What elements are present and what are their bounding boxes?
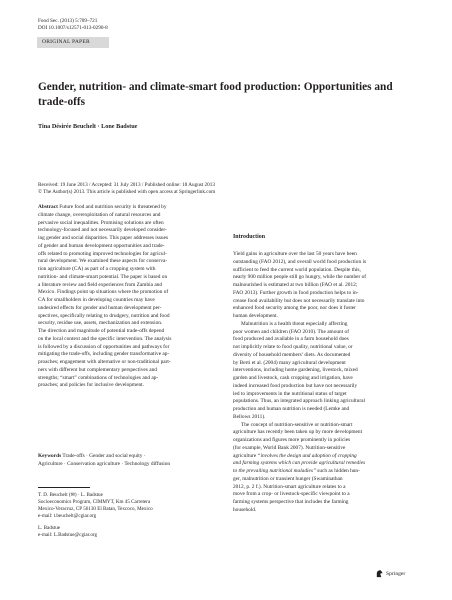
intro-quote: and farming systems which can provide agricultural remedies	[233, 460, 366, 467]
copyright-line: © The Author(s) 2013. This article is published with open access at Springerlink.com	[38, 189, 216, 196]
abstract-line: a literature review and field experiences from Zambia and	[38, 281, 163, 288]
abstract-line: proaches; engagement with alternative or non-traditional part-	[38, 359, 171, 365]
affiliation-program: Socioeconomics Program, CIMMYT, Km 45 Carretera	[38, 499, 151, 506]
abstract-line: tion agriculture (CA) as part of a cropping system with	[38, 266, 156, 272]
introduction-body	[233, 251, 415, 515]
affiliation-author-2: L. Badstue	[38, 525, 61, 532]
keywords-label: Keywords	[38, 453, 62, 459]
abstract-line: strengths; “smart” combinations of technologies and ap-	[38, 374, 159, 381]
intro-line: (for example, World Bank 2007). Nutrition-sensitive	[233, 444, 346, 451]
intro-line: household.	[233, 506, 257, 513]
abstract-line: undesired effects for gender and human development per-	[38, 304, 162, 311]
intro-line: outstanding (FAO 2012), and overall world food production is	[233, 258, 367, 265]
abstract-line: of gender and human development opportunities and trade-	[38, 242, 165, 249]
abstract-line: climate change, overexploitation of natural resources and	[38, 211, 161, 218]
abstract	[38, 204, 219, 390]
intro-line: garden and livestock, cash cropping and irrigation, have	[233, 375, 353, 381]
abstract-line: nutrition- and climate-smart potential. The paper is based on	[38, 273, 168, 280]
doi: DOI 10.1007/s12571-013-0290-8	[38, 25, 108, 31]
intro-line: agriculture	[233, 452, 258, 459]
abstract-line: pervasive social inequalities. Promising solutions are often	[38, 219, 164, 226]
abstract-label: Abstract	[38, 204, 58, 210]
received-accepted-line: Received: 19 June 2013 / Accepted: 31 July 2013 / Published online: 18 August 2013	[38, 182, 215, 188]
publisher-logo	[375, 569, 405, 578]
intro-line: enhanced food security among the poor, nor does it foster	[233, 305, 356, 312]
intro-line: ger, malnutrition or transient hunger (Swaminathan	[233, 475, 343, 482]
footnote-divider	[38, 487, 90, 488]
affiliation-address: Mexico-Veracruz, CP 56130 El Batan, Texcoco, Mexico	[38, 506, 153, 513]
section-heading-introduction: Introduction	[233, 234, 265, 240]
abstract-line: technology-focused and not necessarily developed consider-	[38, 227, 167, 234]
intro-line: poor women and children (FAO 2010). The amount of	[233, 328, 350, 335]
intro-line: FAO 2013). Further growth in food production helps to in-	[233, 289, 359, 296]
intro-quote: to the prevailing nutritional maladies”	[233, 468, 316, 474]
intro-line: indeed increased food production but have not necessarily	[233, 382, 358, 389]
intro-quote: “involves the design and adoption of cropping	[257, 452, 357, 459]
article-type-badge: ORIGINAL PAPER	[37, 37, 109, 48]
abstract-line: Mexico. Findings point up situations where the promotion of	[38, 289, 169, 296]
intro-line: sufficient to feed the current world population. Despite this,	[233, 266, 361, 273]
keywords	[38, 453, 219, 469]
abstract-line: on the local context and the specific intervention. The analysis	[38, 335, 172, 342]
intro-line: human development.	[233, 313, 278, 319]
author-list: Tina Désirée Beuchelt · Lone Badstue	[38, 123, 138, 130]
springer-horse-icon	[375, 569, 384, 578]
intro-line: farming systems perspective that includes the farming	[233, 499, 349, 505]
intro-line: malnourished is estimated at two billion (FAO et al. 2012;	[233, 282, 358, 288]
keywords-line: Agriculture · Conservation agriculture · Technology diffusion	[38, 460, 171, 467]
affiliation-authors: T. D. Beuchelt (✉) · L. Badstue	[38, 492, 103, 498]
intro-line: agriculture has recently been taken up by more development	[233, 429, 363, 436]
abstract-line: spectives, specifically relating to drudgery, nutrition and food	[38, 312, 170, 319]
affiliation-email[interactable]: e-mail: t.beuchelt@cgiar.org	[38, 513, 97, 520]
intro-line: production and human nutrition is needed (Lemke and	[233, 406, 350, 412]
keywords-line: Trade-offs · Gender and social equity ·	[61, 453, 146, 459]
abstract-line: Future food and nutrition security is threatened by	[57, 204, 167, 210]
journal-header	[38, 18, 108, 32]
publisher-name: Springer	[386, 570, 406, 577]
intro-line: organizations and figures more prominently in policies	[233, 437, 351, 443]
abstract-line: CA for smallholders in developing countries may have	[38, 297, 155, 303]
abstract-line: tural development. We examined these aspects for conserva-	[38, 258, 168, 265]
publication-dates	[38, 182, 418, 197]
abstract-line: is followed by a discussion of opportunities and pathways for	[38, 343, 170, 350]
abstract-line: proaches; and policies for inclusive development.	[38, 382, 144, 389]
intro-line: led to improvements in the nutritional status of target	[233, 390, 347, 397]
intro-line: Bellows 2011).	[233, 413, 266, 420]
intro-line: The concept of nutrition-sensitive or nutrition-smart	[241, 421, 353, 428]
affiliation-block	[38, 492, 219, 540]
abstract-line: offs related to promoting improved technologies for agricul-	[38, 250, 167, 257]
intro-line: food produced and available in a farm household does	[233, 336, 349, 343]
affiliation-email-2[interactable]: e-mail: L.Badstue@cgiar.org	[38, 532, 98, 539]
intro-line: diversity of household members’ diets. As documented	[233, 351, 351, 358]
intro-line: not implicitly relate to food quality, nutritional value, or	[233, 344, 353, 350]
abstract-line: ners with different but complementary perspectives and	[38, 366, 157, 373]
abstract-line: ing gender and social disparities. This paper addresses issues	[38, 235, 169, 241]
intro-line: Malnutrition is a health threat especially affecting	[241, 320, 348, 327]
abstract-line: mitigating the trade-offs, including gender transformative ap-	[38, 351, 170, 358]
abstract-line: The direction and magnitude of potential trade-offs depend	[38, 328, 165, 334]
intro-line: by Berti et al. (2004) many agricultural development	[233, 359, 346, 366]
intro-line: populations. Thus, an integrated approach linking agricultural	[233, 398, 365, 405]
intro-line: interventions, including home gardening, livestock, mixed	[233, 367, 358, 374]
intro-line: crease food availability but does not necessarily translate into	[233, 297, 365, 304]
intro-line: such as hidden hun-	[315, 468, 360, 474]
article-title: Gender, nutrition- and climate-smart food production: Opportunities and trade-offs	[38, 81, 393, 108]
journal-citation: Food Sec. (2013) 5:709–721	[38, 18, 98, 24]
intro-line: move from a crop- or livestock-specific viewpoint to a	[233, 491, 350, 498]
intro-line: 2012, p. 2 f.). Nutrition-smart agriculture relates to a	[233, 483, 346, 490]
intro-line: Yield gains in agriculture over the last 50 years have been	[233, 251, 357, 257]
intro-line: nearly 900 million people still go hungry, while the number of	[233, 274, 367, 281]
abstract-line: security, residue use, assets, mechanization and extension.	[38, 320, 163, 327]
